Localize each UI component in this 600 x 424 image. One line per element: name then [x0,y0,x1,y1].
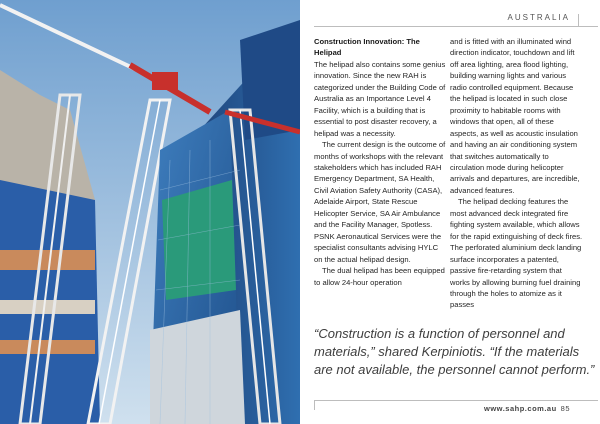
footer-rule-tick [314,400,315,410]
pull-quote: “Construction is a function of personnel and materials,” shared Kerpiniotis. “If the materials are not available, the personnel cannot perform.” [314,326,595,377]
paragraph: The helipad also contains some genius innovation. Since the new RAH is categorized under the Building Code of Australia as an Importance Level 4 Facility, which is a building that is essential to post disaster recovery, a helipad was a necessity. [314,59,446,138]
header-rule [314,26,598,27]
paragraph: and is fitted with an illuminated wind direction indicator, touchdown and lift off area lighting, area flood lighting, building warning lights and various radio controlled equipment. Because the helipad is located in such close proximity to habitable rooms with windows that open, all of these aspects, as well as acoustic insulation and having an air conditioning system that switches automatically to circulation mode during helicopter arrivals and departures, are incredible, advanced features. [450,37,580,195]
page-number: 85 [560,404,570,413]
website-link[interactable]: www.sahp.com.au [484,404,557,413]
header-rule-tick [578,14,579,27]
article-heading: Construction Innovation: The Helipad [314,37,420,58]
footer [484,404,570,413]
article-column-left [314,36,447,288]
footer-rule [314,400,598,401]
article-column-right [450,36,583,311]
paragraph: The current design is the outcome of months of workshops with the relevant stakeholders which has included RAH Emergency Department, SA Health, Civil Aviation Safety Authority (CASA), Adelaide Airport, State Rescue Helicopter Service, SA Air Ambulance and the Facility Manager, Spotless. PSNK Aeronautical Services were the specialist consultants advising HYLC on the actual helipad design. [314,140,446,264]
paragraph: The dual helipad has been equipped to allow 24-hour operation [314,266,445,287]
section-label: AUSTRALIA [507,13,570,22]
article-panel [300,0,600,424]
paragraph: The helipad decking features the most advanced deck integrated fire fighting system available, which allows for the rapid extinguishing of deck fires. The perforated aluminium deck landing surface incorporates a patented, passive fire-retarding system that works by allowing burning fuel draining through the holes to atomize as it passes [450,197,583,310]
